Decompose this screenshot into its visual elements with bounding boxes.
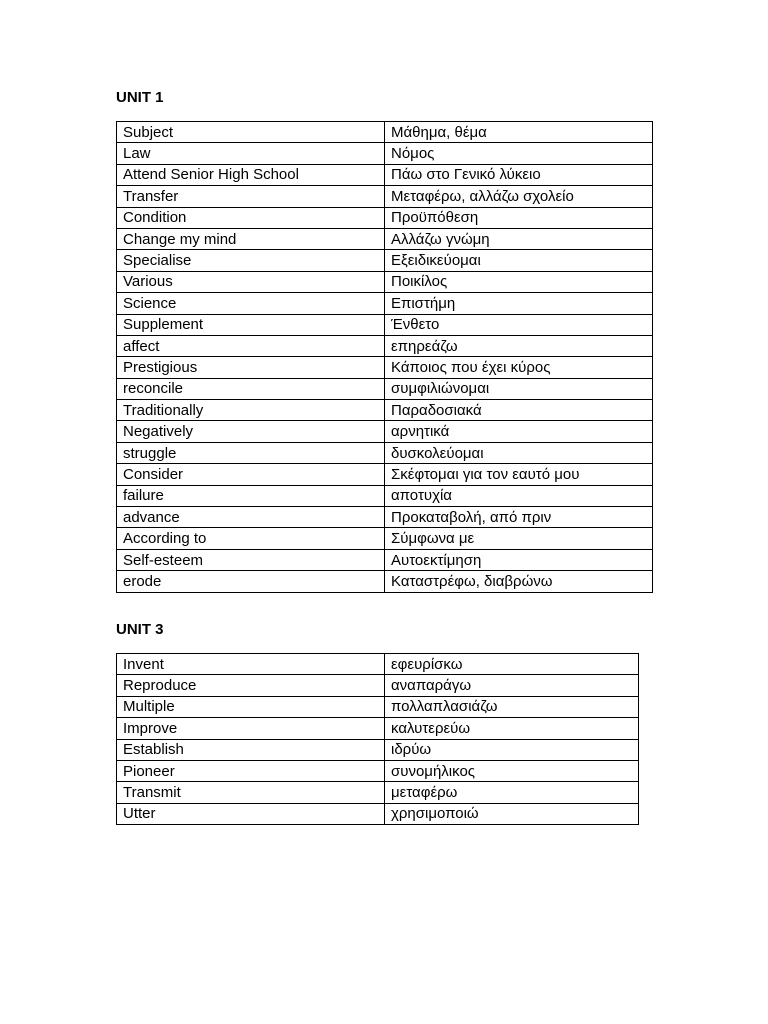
table-row bbox=[117, 421, 653, 442]
table-row bbox=[117, 357, 653, 378]
english-term-cell: Change my mind bbox=[117, 228, 385, 249]
greek-translation-cell: Αλλάζω γνώμη bbox=[385, 228, 653, 249]
table-row bbox=[117, 228, 653, 249]
english-term-cell: advance bbox=[117, 507, 385, 528]
table-row bbox=[117, 335, 653, 356]
greek-translation-cell: Πάω στο Γενικό λύκειο bbox=[385, 164, 653, 185]
english-term-cell: Self-esteem bbox=[117, 549, 385, 570]
greek-translation-cell: Παραδοσιακά bbox=[385, 400, 653, 421]
greek-translation-cell: Επιστήμη bbox=[385, 293, 653, 314]
greek-translation-cell: αποτυχία bbox=[385, 485, 653, 506]
greek-translation-cell: μεταφέρω bbox=[385, 782, 639, 803]
unit-3-heading: UNIT 3 bbox=[116, 621, 164, 638]
table-row bbox=[117, 739, 639, 760]
table-row bbox=[117, 782, 639, 803]
english-term-cell: erode bbox=[117, 571, 385, 592]
english-term-cell: Supplement bbox=[117, 314, 385, 335]
english-term-cell: Law bbox=[117, 143, 385, 164]
english-term-cell: Attend Senior High School bbox=[117, 164, 385, 185]
unit-3-section bbox=[116, 621, 639, 825]
english-term-cell: Specialise bbox=[117, 250, 385, 271]
greek-translation-cell: Προκαταβολή, από πριν bbox=[385, 507, 653, 528]
table-row bbox=[117, 293, 653, 314]
greek-translation-cell: αναπαράγω bbox=[385, 675, 639, 696]
greek-translation-cell: συμφιλιώνομαι bbox=[385, 378, 653, 399]
greek-translation-cell: πολλαπλασιάζω bbox=[385, 696, 639, 717]
english-term-cell: Subject bbox=[117, 122, 385, 143]
greek-translation-cell: επηρεάζω bbox=[385, 335, 653, 356]
greek-translation-cell: Κάποιος που έχει κύρος bbox=[385, 357, 653, 378]
greek-translation-cell: Σύμφωνα με bbox=[385, 528, 653, 549]
table-row bbox=[117, 400, 653, 421]
greek-translation-cell: Προϋπόθεση bbox=[385, 207, 653, 228]
greek-translation-cell: Νόμος bbox=[385, 143, 653, 164]
english-term-cell: Improve bbox=[117, 718, 385, 739]
table-row bbox=[117, 271, 653, 292]
unit-3-table-body bbox=[117, 654, 639, 825]
unit-1-vocabulary-table bbox=[116, 121, 653, 593]
english-term-cell: failure bbox=[117, 485, 385, 506]
english-term-cell: reconcile bbox=[117, 378, 385, 399]
table-row bbox=[117, 718, 639, 739]
table-row bbox=[117, 571, 653, 592]
english-term-cell: Multiple bbox=[117, 696, 385, 717]
greek-translation-cell: συνομήλικος bbox=[385, 760, 639, 781]
english-term-cell: Prestigious bbox=[117, 357, 385, 378]
table-row bbox=[117, 250, 653, 271]
english-term-cell: Various bbox=[117, 271, 385, 292]
table-row bbox=[117, 207, 653, 228]
table-row bbox=[117, 314, 653, 335]
table-row bbox=[117, 696, 639, 717]
table-row bbox=[117, 507, 653, 528]
table-row bbox=[117, 528, 653, 549]
greek-translation-cell: Σκέφτομαι για τον εαυτό μου bbox=[385, 464, 653, 485]
table-row bbox=[117, 186, 653, 207]
table-row bbox=[117, 143, 653, 164]
table-row bbox=[117, 549, 653, 570]
table-row bbox=[117, 164, 653, 185]
table-row bbox=[117, 442, 653, 463]
greek-translation-cell: Ένθετο bbox=[385, 314, 653, 335]
english-term-cell: Consider bbox=[117, 464, 385, 485]
unit-1-section bbox=[116, 89, 653, 593]
english-term-cell: Transmit bbox=[117, 782, 385, 803]
greek-translation-cell: Εξειδικεύομαι bbox=[385, 250, 653, 271]
greek-translation-cell: εφευρίσκω bbox=[385, 654, 639, 675]
table-row bbox=[117, 675, 639, 696]
greek-translation-cell: Αυτοεκτίμηση bbox=[385, 549, 653, 570]
greek-translation-cell: Καταστρέφω, διαβρώνω bbox=[385, 571, 653, 592]
english-term-cell: affect bbox=[117, 335, 385, 356]
greek-translation-cell: Μεταφέρω, αλλάζω σχολείο bbox=[385, 186, 653, 207]
table-row bbox=[117, 378, 653, 399]
greek-translation-cell: χρησιμοποιώ bbox=[385, 803, 639, 824]
table-row bbox=[117, 464, 653, 485]
english-term-cell: According to bbox=[117, 528, 385, 549]
english-term-cell: Negatively bbox=[117, 421, 385, 442]
english-term-cell: struggle bbox=[117, 442, 385, 463]
greek-translation-cell: Ποικίλος bbox=[385, 271, 653, 292]
english-term-cell: Condition bbox=[117, 207, 385, 228]
english-term-cell: Invent bbox=[117, 654, 385, 675]
english-term-cell: Transfer bbox=[117, 186, 385, 207]
english-term-cell: Establish bbox=[117, 739, 385, 760]
english-term-cell: Science bbox=[117, 293, 385, 314]
english-term-cell: Reproduce bbox=[117, 675, 385, 696]
greek-translation-cell: καλυτερεύω bbox=[385, 718, 639, 739]
table-row bbox=[117, 122, 653, 143]
english-term-cell: Pioneer bbox=[117, 760, 385, 781]
unit-1-table-body bbox=[117, 122, 653, 593]
unit-3-vocabulary-table bbox=[116, 653, 639, 825]
unit-1-heading: UNIT 1 bbox=[116, 89, 164, 106]
greek-translation-cell: αρνητικά bbox=[385, 421, 653, 442]
english-term-cell: Utter bbox=[117, 803, 385, 824]
english-term-cell: Traditionally bbox=[117, 400, 385, 421]
greek-translation-cell: ιδρύω bbox=[385, 739, 639, 760]
table-row bbox=[117, 485, 653, 506]
table-row bbox=[117, 803, 639, 824]
table-row bbox=[117, 654, 639, 675]
table-row bbox=[117, 760, 639, 781]
greek-translation-cell: Μάθημα, θέμα bbox=[385, 122, 653, 143]
greek-translation-cell: δυσκολεύομαι bbox=[385, 442, 653, 463]
